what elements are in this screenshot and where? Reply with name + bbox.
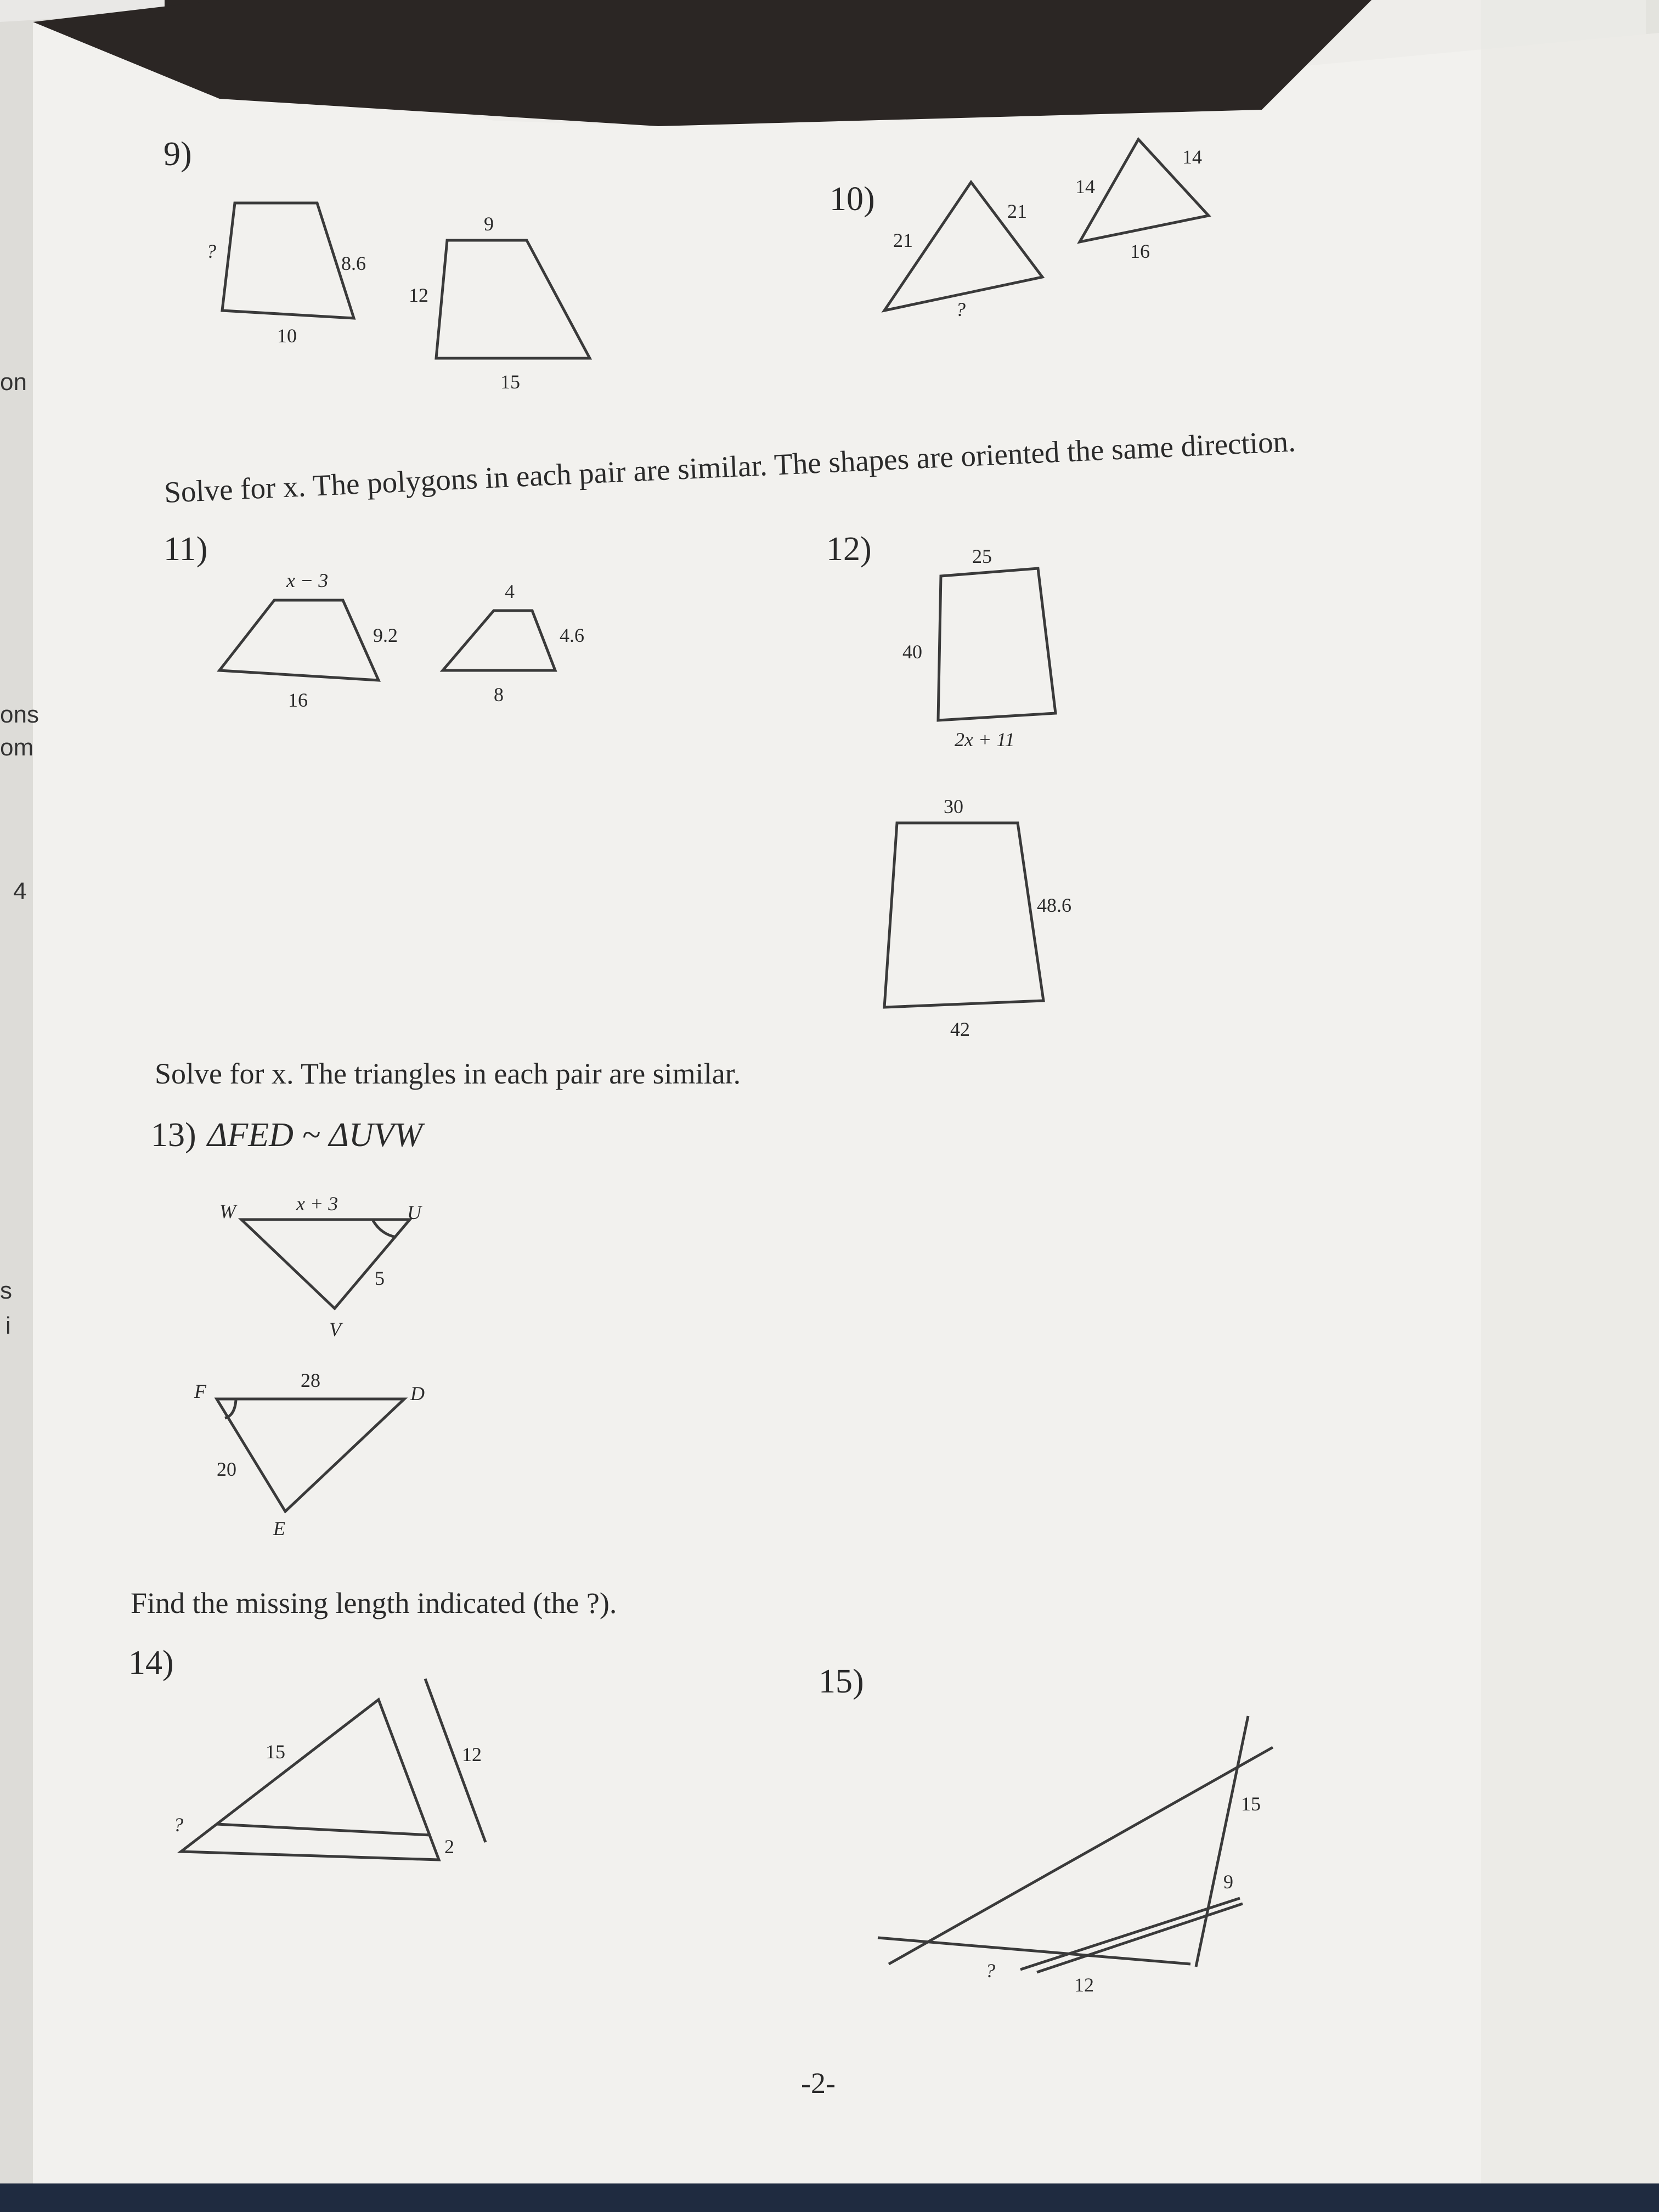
p15-right-leg [1196, 1716, 1248, 1967]
p15-baseline [878, 1938, 1190, 1964]
p9-bottom-label: 10 [277, 325, 297, 347]
p11-number: 11) [163, 531, 208, 568]
p13-angle-mark-u [373, 1221, 396, 1237]
p13-triangle-fed [217, 1399, 404, 1511]
edge-fragment: s [0, 1277, 12, 1304]
p10-left-label-2: 14 [1075, 176, 1095, 198]
p13-vertex-d: D [410, 1383, 425, 1404]
p12-bottom-label-2: 42 [950, 1018, 970, 1040]
p10-bottom-label-2: 16 [1130, 240, 1150, 262]
p11-bottom-label: 16 [288, 689, 308, 711]
p12-number: 12) [826, 531, 872, 568]
p9-bottom-label-2: 15 [500, 371, 520, 393]
page-footer: -2- [801, 2067, 836, 2100]
p14-number: 14) [128, 1644, 174, 1681]
triangles-instruction: Solve for x. The triangles in each pair are similar. [155, 1057, 741, 1090]
p13-top-label-2: 28 [301, 1369, 320, 1391]
p12-quad-1 [938, 568, 1056, 720]
p14-parallel-segment [217, 1824, 431, 1835]
p12-bottom-label: 2x + 11 [955, 729, 1015, 751]
p9-trapezoid-large [436, 240, 590, 358]
p13-side-label-2: 20 [217, 1458, 236, 1480]
p11-top-label: x − 3 [286, 569, 329, 591]
p14-triangle [181, 1700, 439, 1860]
p10-bottom-label: ? [956, 298, 966, 320]
p14-missing-label: ? [173, 1814, 183, 1836]
p12-top-label-2: 30 [944, 795, 963, 817]
p11-slant-label: 9.2 [373, 624, 398, 646]
p13-vertex-e: E [273, 1517, 285, 1539]
p15-parallel-3 [1037, 1904, 1243, 1972]
p13-number: 13) [151, 1116, 196, 1154]
p10-left-label: 21 [893, 229, 913, 251]
p15-missing-label: ? [985, 1960, 995, 1982]
missing-length-instruction: Find the missing length indicated (the ?). [131, 1587, 617, 1620]
p12-right-label-2: 48.6 [1037, 894, 1071, 916]
p13-vertex-w: W [219, 1200, 236, 1222]
p9-left-label-2: 12 [409, 284, 428, 306]
p13-top-label: x + 3 [296, 1193, 338, 1215]
p11-trapezoid-large [219, 600, 379, 680]
p13-side-label: 5 [375, 1267, 385, 1289]
edge-fragment: om [0, 734, 34, 761]
p12-quad-2 [884, 823, 1043, 1007]
p11-slant-label-2: 4.6 [560, 624, 584, 646]
p15-label-9: 9 [1223, 1871, 1233, 1893]
p14-upper-label: 15 [266, 1741, 285, 1763]
p15-transversal [889, 1747, 1273, 1964]
p13-vertex-v: V [329, 1318, 341, 1340]
p12-left-label: 40 [902, 641, 922, 663]
edge-fragment: 4 [13, 878, 27, 905]
p15-number: 15) [819, 1663, 864, 1700]
p11-top-label-2: 4 [505, 580, 515, 602]
p13-vertex-f: F [194, 1380, 206, 1402]
p9-left-label: ? [206, 240, 216, 262]
p15-label-15: 15 [1241, 1793, 1261, 1815]
p14-right-long-label: 12 [462, 1743, 482, 1765]
p13-similarity: ΔFED ~ ΔUVW [207, 1116, 423, 1154]
p9-number: 9) [163, 136, 192, 173]
p10-right-label-2: 14 [1182, 146, 1202, 168]
p12-top-label: 25 [972, 545, 992, 567]
p9-slant-label: 8.6 [341, 252, 366, 274]
p11-bottom-label-2: 8 [494, 684, 504, 706]
edge-fragment: i [5, 1312, 11, 1339]
p9-top-label-2: 9 [484, 213, 494, 235]
p13-vertex-u: U [407, 1201, 421, 1223]
p10-number: 10) [830, 180, 875, 218]
p11-trapezoid-small [443, 611, 555, 670]
p10-right-label: 21 [1007, 200, 1027, 222]
edge-fragment: on [0, 369, 27, 396]
p14-right-short-label: 2 [444, 1836, 454, 1858]
p9-trapezoid-small [222, 203, 354, 318]
p15-label-12: 12 [1074, 1974, 1094, 1996]
edge-fragment: ons [0, 701, 39, 728]
polygons-instruction: Solve for x. The polygons in each pair are similar. The shapes are oriented the same direction. [163, 424, 1296, 509]
